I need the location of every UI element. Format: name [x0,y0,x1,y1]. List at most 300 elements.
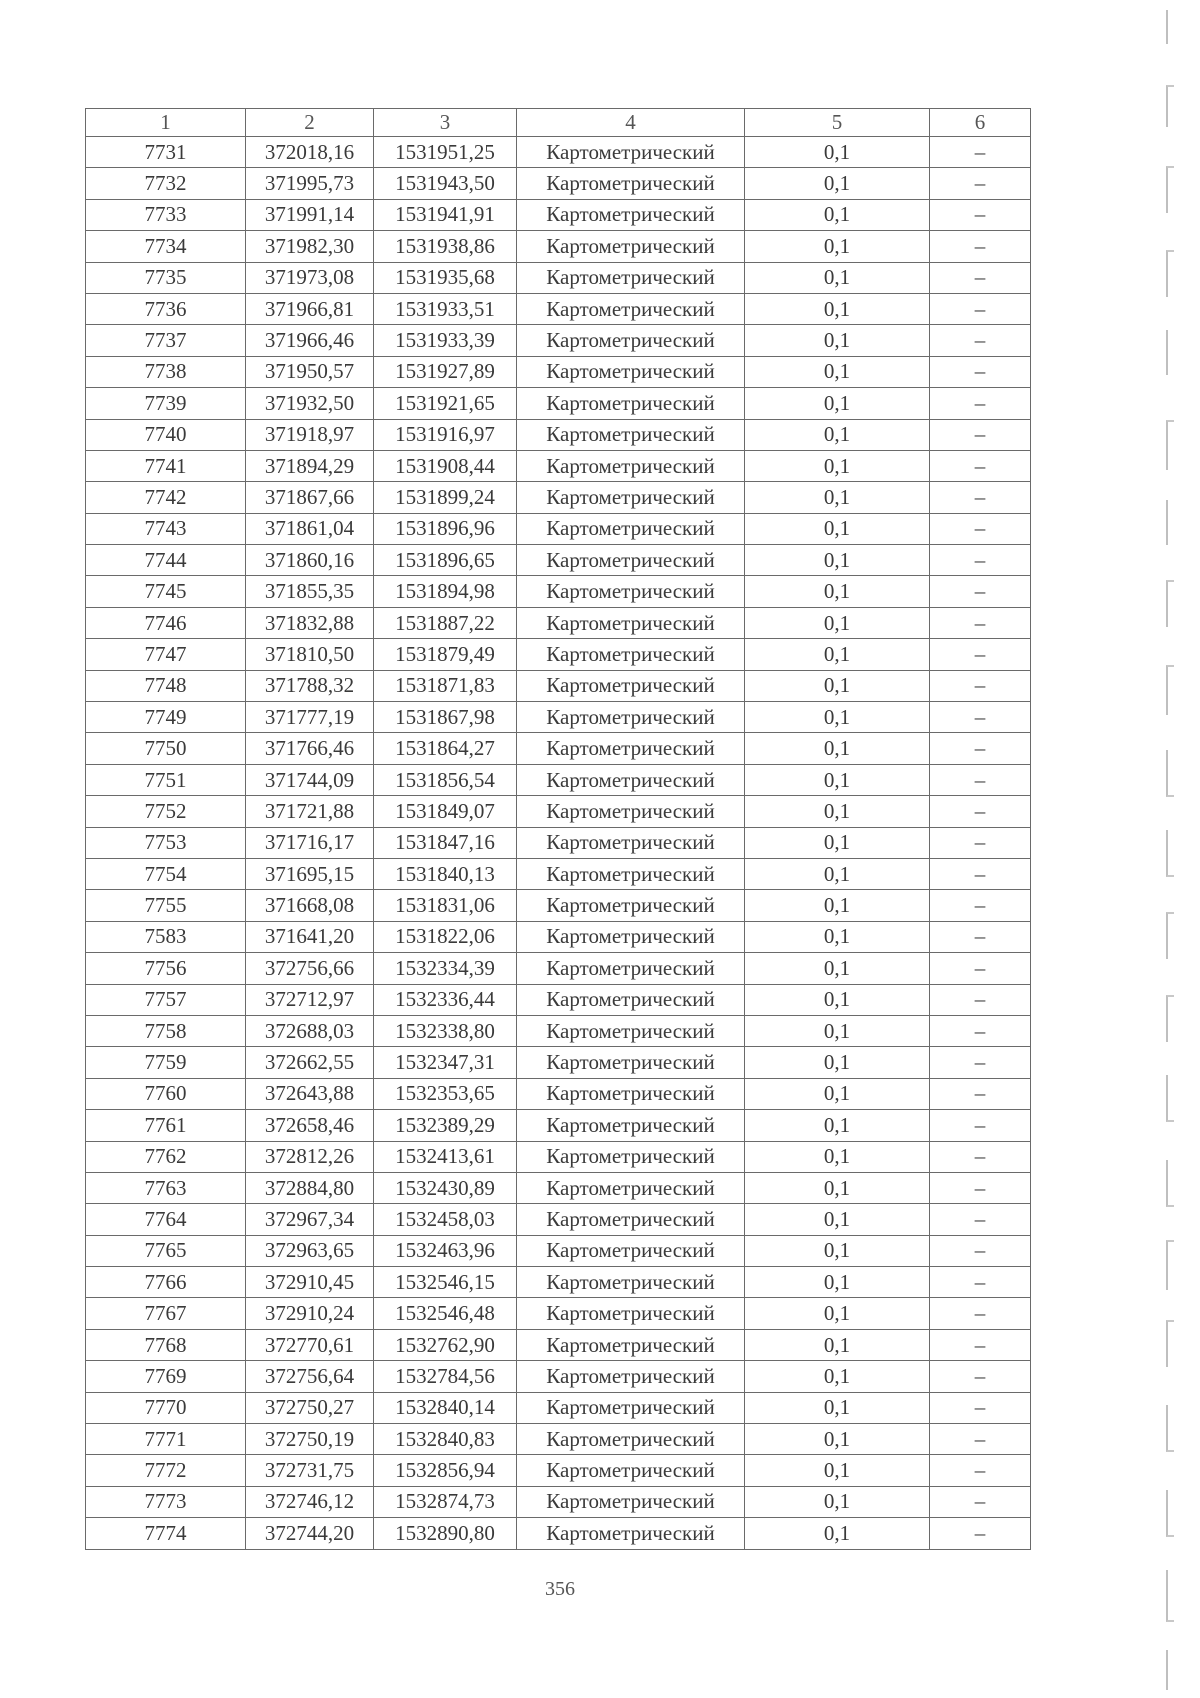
table-row [86,733,1031,764]
table-cell: 1531879,49 [374,639,517,670]
table-cell: 7768 [86,1329,246,1360]
table-row [86,388,1031,419]
table-cell: Картометрический [517,1392,745,1423]
table-cell: Картометрический [517,1141,745,1172]
table-cell: 0,1 [745,670,930,701]
table-row [86,576,1031,607]
table-cell: 0,1 [745,1298,930,1329]
table-cell: 1532784,56 [374,1361,517,1392]
table-cell: 7732 [86,168,246,199]
table-row [86,1392,1031,1423]
table-cell: 372731,75 [246,1455,374,1486]
table-cell: 1532413,61 [374,1141,517,1172]
table-cell: 7754 [86,858,246,889]
table-cell: – [930,1361,1031,1392]
table-cell: Картометрический [517,733,745,764]
table-cell: – [930,325,1031,356]
table-cell: 7733 [86,199,246,230]
table-cell: 371918,97 [246,419,374,450]
table-cell: 7751 [86,764,246,795]
scan-edge-mark [1166,85,1174,127]
table-cell: – [930,545,1031,576]
scan-edge-mark [1166,330,1168,375]
table-cell: 1531822,06 [374,921,517,952]
table-cell: Картометрический [517,1361,745,1392]
table-row [86,953,1031,984]
table-cell: 7744 [86,545,246,576]
table-cell: 0,1 [745,1392,930,1423]
table-row [86,1172,1031,1203]
table-cell: 372963,65 [246,1235,374,1266]
table-row [86,1424,1031,1455]
scan-edge-mark [1166,1650,1168,1690]
table-cell: – [930,450,1031,481]
table-cell: Картометрический [517,450,745,481]
table-cell: – [930,419,1031,450]
table-cell: Картометрический [517,953,745,984]
table-cell: 0,1 [745,356,930,387]
table-cell: 0,1 [745,984,930,1015]
table-cell: 372018,16 [246,137,374,168]
column-header: 2 [246,109,374,137]
table-row [86,231,1031,262]
table-cell: Картометрический [517,1455,745,1486]
table-cell: 371995,73 [246,168,374,199]
table-cell: – [930,482,1031,513]
table-cell: Картометрический [517,545,745,576]
table-cell: 371744,09 [246,764,374,795]
table-cell: – [930,576,1031,607]
table-cell: 371766,46 [246,733,374,764]
table-cell: – [930,639,1031,670]
table-cell: 0,1 [745,827,930,858]
table-cell: 0,1 [745,702,930,733]
table-cell: 7755 [86,890,246,921]
table-cell: – [930,1015,1031,1046]
scan-edge-mark [1166,580,1174,627]
table-cell: 371867,66 [246,482,374,513]
table-cell: 7741 [86,450,246,481]
table-row [86,1141,1031,1172]
table-cell: 371966,46 [246,325,374,356]
table-cell: 7759 [86,1047,246,1078]
table-cell: 1531867,98 [374,702,517,733]
table-cell: 1532890,80 [374,1518,517,1549]
table-cell: – [930,1047,1031,1078]
table-cell: 1532389,29 [374,1110,517,1141]
table-row [86,419,1031,450]
table-cell: 1531933,51 [374,293,517,324]
table-cell: – [930,670,1031,701]
table-cell: 7756 [86,953,246,984]
table-cell: 1532458,03 [374,1204,517,1235]
table-cell: 1532353,65 [374,1078,517,1109]
column-header: 4 [517,109,745,137]
table-cell: 1531896,65 [374,545,517,576]
table-cell: 0,1 [745,921,930,952]
table-cell: 1531933,39 [374,325,517,356]
table-cell: Картометрический [517,1015,745,1046]
table-cell: 0,1 [745,545,930,576]
table-cell: 7735 [86,262,246,293]
table-cell: 7762 [86,1141,246,1172]
table-cell: 0,1 [745,1015,930,1046]
table-row [86,764,1031,795]
table-cell: 372756,66 [246,953,374,984]
table-cell: 371716,17 [246,827,374,858]
table-cell: 0,1 [745,1141,930,1172]
table-cell: 7749 [86,702,246,733]
table-cell: 0,1 [745,231,930,262]
table-cell: Картометрический [517,137,745,168]
table-cell: – [930,262,1031,293]
table-cell: Картометрический [517,325,745,356]
table-cell: – [930,1235,1031,1266]
table-cell: – [930,513,1031,544]
table-row [86,1015,1031,1046]
table-cell: – [930,137,1031,168]
table-cell: 7773 [86,1486,246,1517]
table-cell: 7764 [86,1204,246,1235]
scan-edge-mark [1166,500,1168,545]
column-header: 3 [374,109,517,137]
table-cell: 1531921,65 [374,388,517,419]
table-cell: 371810,50 [246,639,374,670]
table-cell: 0,1 [745,1078,930,1109]
table-cell: 0,1 [745,607,930,638]
table-cell: Картометрический [517,1267,745,1298]
table-cell: 0,1 [745,576,930,607]
scan-edge-mark [1166,1405,1174,1452]
table-cell: 7740 [86,419,246,450]
scan-edge-mark [1166,912,1174,959]
table-cell: 1532762,90 [374,1329,517,1360]
table-cell: 7743 [86,513,246,544]
scan-edge-mark [1166,1075,1174,1122]
coordinates-table-container [85,108,1030,1550]
table-cell: 1532546,48 [374,1298,517,1329]
table-cell: Картометрический [517,1235,745,1266]
table-cell: 372643,88 [246,1078,374,1109]
table-cell: 371861,04 [246,513,374,544]
table-cell: 0,1 [745,1329,930,1360]
table-cell: 372967,34 [246,1204,374,1235]
table-cell: 372910,45 [246,1267,374,1298]
table-cell: 1532856,94 [374,1455,517,1486]
table-row [86,325,1031,356]
table-cell: 7747 [86,639,246,670]
table-cell: 372756,64 [246,1361,374,1392]
table-cell: 0,1 [745,262,930,293]
table-cell: Картометрический [517,356,745,387]
table-row [86,1267,1031,1298]
table-cell: 7760 [86,1078,246,1109]
table-cell: 0,1 [745,293,930,324]
table-cell: Картометрический [517,702,745,733]
table-cell: 0,1 [745,1110,930,1141]
table-cell: 7750 [86,733,246,764]
table-cell: Картометрический [517,796,745,827]
table-cell: Картометрический [517,890,745,921]
table-cell: 7734 [86,231,246,262]
table-row [86,356,1031,387]
table-cell: Картометрический [517,607,745,638]
table-cell: 0,1 [745,890,930,921]
table-cell: 372750,27 [246,1392,374,1423]
table-cell: Картометрический [517,419,745,450]
table-cell: 7742 [86,482,246,513]
table-cell: 0,1 [745,1518,930,1549]
table-cell: – [930,764,1031,795]
table-cell: 372770,61 [246,1329,374,1360]
table-cell: 7738 [86,356,246,387]
table-cell: – [930,388,1031,419]
table-cell: 372712,97 [246,984,374,1015]
table-cell: 372688,03 [246,1015,374,1046]
table-cell: Картометрический [517,1518,745,1549]
table-cell: 1531935,68 [374,262,517,293]
table-cell: 7765 [86,1235,246,1266]
table-row [86,293,1031,324]
table-cell: Картометрический [517,827,745,858]
table-cell: 0,1 [745,1455,930,1486]
table-cell: 1532874,73 [374,1486,517,1517]
table-cell: – [930,168,1031,199]
scan-edge-mark [1166,166,1174,213]
table-cell: 371973,08 [246,262,374,293]
table-cell: 0,1 [745,639,930,670]
table-cell: 1532347,31 [374,1047,517,1078]
table-cell: 372884,80 [246,1172,374,1203]
table-cell: 0,1 [745,1204,930,1235]
table-cell: 0,1 [745,953,930,984]
table-row [86,1329,1031,1360]
table-cell: 371788,32 [246,670,374,701]
table-cell: 7757 [86,984,246,1015]
table-cell: 1531908,44 [374,450,517,481]
table-cell: – [930,607,1031,638]
table-cell: 1532840,14 [374,1392,517,1423]
table-cell: 1531856,54 [374,764,517,795]
table-row [86,199,1031,230]
table-cell: – [930,1455,1031,1486]
table-cell: 7767 [86,1298,246,1329]
table-row [86,513,1031,544]
table-row [86,984,1031,1015]
table-cell: 7758 [86,1015,246,1046]
table-cell: Картометрический [517,670,745,701]
table-cell: – [930,1392,1031,1423]
table-cell: 0,1 [745,137,930,168]
table-cell: – [930,1267,1031,1298]
table-cell: 0,1 [745,199,930,230]
table-cell: 372812,26 [246,1141,374,1172]
table-cell: 1531938,86 [374,231,517,262]
table-cell: 0,1 [745,1486,930,1517]
table-cell: 371991,14 [246,199,374,230]
table-cell: 7753 [86,827,246,858]
table-cell: – [930,984,1031,1015]
table-cell: 371855,35 [246,576,374,607]
table-cell: 7731 [86,137,246,168]
table-cell: – [930,1329,1031,1360]
table-cell: Картометрический [517,199,745,230]
table-cell: 7771 [86,1424,246,1455]
scan-edge-mark [1166,1490,1174,1537]
table-row [86,262,1031,293]
table-cell: 1531887,22 [374,607,517,638]
table-cell: Картометрический [517,576,745,607]
table-row [86,1361,1031,1392]
table-cell: – [930,1486,1031,1517]
table-cell: 0,1 [745,764,930,795]
table-cell: 7752 [86,796,246,827]
table-cell: 1531941,91 [374,199,517,230]
table-cell: Картометрический [517,1298,745,1329]
scan-edge-mark [1166,250,1174,297]
table-cell: – [930,890,1031,921]
table-cell: 0,1 [745,168,930,199]
table-cell: 7736 [86,293,246,324]
table-cell: – [930,1172,1031,1203]
scan-edge-mark [1166,420,1174,470]
table-row [86,1204,1031,1235]
table-cell: – [930,1518,1031,1549]
table-cell: – [930,1298,1031,1329]
table-cell: 1532338,80 [374,1015,517,1046]
table-cell: – [930,827,1031,858]
table-row [86,545,1031,576]
table-cell: 372744,20 [246,1518,374,1549]
table-cell: 372662,55 [246,1047,374,1078]
table-cell: Картометрический [517,764,745,795]
table-cell: 371860,16 [246,545,374,576]
table-cell: 371894,29 [246,450,374,481]
table-cell: 0,1 [745,1235,930,1266]
table-cell: Картометрический [517,513,745,544]
table-row [86,827,1031,858]
table-cell: 1531871,83 [374,670,517,701]
table-cell: Картометрический [517,1329,745,1360]
table-cell: Картометрический [517,168,745,199]
table-row [86,1235,1031,1266]
table-cell: 7772 [86,1455,246,1486]
table-cell: 7770 [86,1392,246,1423]
table-cell: 1531896,96 [374,513,517,544]
page-number: 356 [545,1578,575,1600]
table-cell: 7748 [86,670,246,701]
table-cell: Картометрический [517,639,745,670]
header-row [86,109,1031,137]
table-body [86,137,1031,1550]
table-cell: 1531864,27 [374,733,517,764]
table-cell: 1531847,16 [374,827,517,858]
table-cell: Картометрический [517,293,745,324]
table-row [86,1486,1031,1517]
table-cell: – [930,1110,1031,1141]
scan-edge-mark [1166,10,1168,44]
table-cell: Картометрический [517,921,745,952]
column-header: 1 [86,109,246,137]
table-cell: 7763 [86,1172,246,1203]
table-cell: 1531849,07 [374,796,517,827]
table-cell: 0,1 [745,1267,930,1298]
table-row [86,607,1031,638]
column-header: 5 [745,109,930,137]
table-cell: – [930,356,1031,387]
table-row [86,1078,1031,1109]
scan-edge-mark [1166,750,1174,797]
table-cell: Картометрический [517,1204,745,1235]
table-cell: 0,1 [745,388,930,419]
table-cell: 1531894,98 [374,576,517,607]
table-cell: 0,1 [745,1361,930,1392]
table-cell: 371966,81 [246,293,374,324]
table-cell: Картометрический [517,1047,745,1078]
scan-edge-mark [1166,665,1174,715]
table-cell: 1532334,39 [374,953,517,984]
table-cell: Картометрический [517,858,745,889]
table-row [86,1110,1031,1141]
table-row [86,1047,1031,1078]
table-cell: – [930,1141,1031,1172]
table-cell: 371932,50 [246,388,374,419]
table-row [86,702,1031,733]
table-row [86,890,1031,921]
table-cell: 372910,24 [246,1298,374,1329]
table-cell: 1532336,44 [374,984,517,1015]
scan-edge-mark [1166,1570,1174,1622]
table-row [86,1298,1031,1329]
table-cell: – [930,702,1031,733]
table-row [86,450,1031,481]
table-cell: 371641,20 [246,921,374,952]
table-cell: 372746,12 [246,1486,374,1517]
table-cell: Картометрический [517,231,745,262]
table-cell: 0,1 [745,513,930,544]
table-cell: 371668,08 [246,890,374,921]
table-cell: 7761 [86,1110,246,1141]
table-cell: Картометрический [517,1078,745,1109]
table-cell: 0,1 [745,1172,930,1203]
table-cell: 1531840,13 [374,858,517,889]
table-cell: – [930,1424,1031,1455]
table-cell: – [930,293,1031,324]
table-cell: 7766 [86,1267,246,1298]
table-cell: 371950,57 [246,356,374,387]
table-cell: 1531943,50 [374,168,517,199]
table-cell: 1531899,24 [374,482,517,513]
table-cell: 1532546,15 [374,1267,517,1298]
table-cell: Картометрический [517,388,745,419]
table-cell: 7745 [86,576,246,607]
table-cell: 1532463,96 [374,1235,517,1266]
table-cell: 7739 [86,388,246,419]
table-cell: – [930,858,1031,889]
table-cell: 371832,88 [246,607,374,638]
table-cell: – [930,921,1031,952]
table-cell: 0,1 [745,796,930,827]
table-cell: Картометрический [517,262,745,293]
table-cell: – [930,231,1031,262]
table-row [86,796,1031,827]
scan-edge-mark [1166,1240,1174,1290]
scan-edge-mark [1166,830,1174,877]
table-cell: 372750,19 [246,1424,374,1455]
table-cell: 371777,19 [246,702,374,733]
table-row [86,168,1031,199]
table-cell: – [930,796,1031,827]
